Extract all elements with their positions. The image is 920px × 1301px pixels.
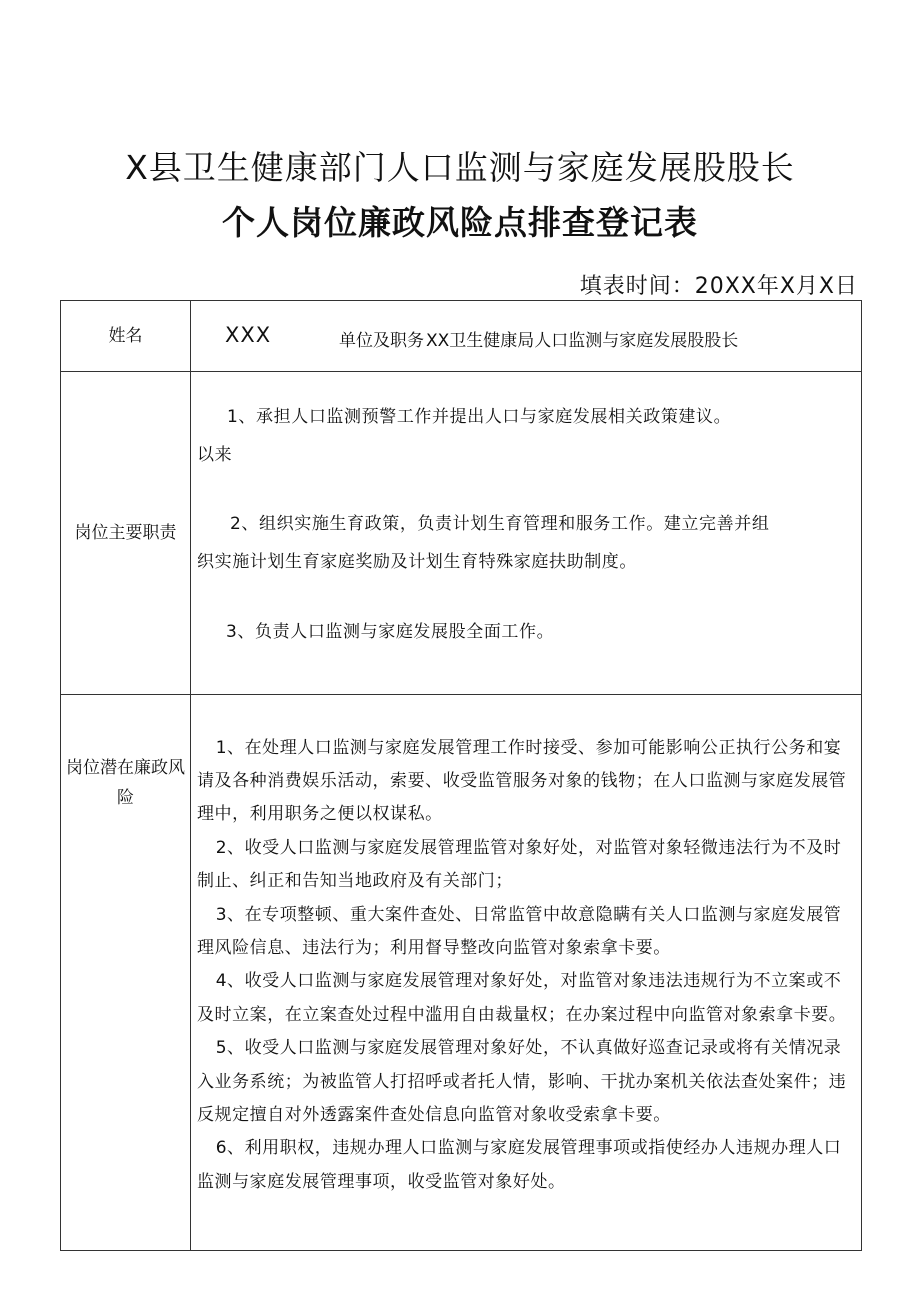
name-unit-cell	[191, 301, 862, 372]
document-title-line1: X县卫生健康部门人口监测与家庭发展股股长	[125, 148, 795, 187]
duty-item: 以来	[197, 445, 233, 465]
unit-position	[339, 326, 738, 351]
risk-item: 3、在专项整顿、重大案件查处、日常监管中故意隐瞒有关人口监测与家庭发展管理风险信息、违法行为；利用督导整改向监管对象索拿卡要。	[197, 904, 842, 958]
duty-cell	[191, 372, 862, 695]
duty-item: 织实施计划生育家庭奖励及计划生育特殊家庭扶助制度。	[197, 552, 637, 572]
risk-label: 岗位潜在廉政风险	[61, 695, 191, 1251]
risk-item: 6、利用职权，违规办理人口监测与家庭发展管理事项或指使经办人违规办理人口监测与家庭发展管理事项，收受监管对象好处。	[197, 1138, 842, 1192]
duty-item: 3、负责人口监测与家庭发展股全面工作。	[226, 622, 555, 642]
duty-item: 1、承担人口监测预警工作并提出人口与家庭发展相关政策建议。	[227, 407, 732, 427]
risk-row	[61, 695, 862, 1251]
duty-label: 岗位主要职责	[61, 372, 191, 695]
name-row	[61, 301, 862, 372]
risk-item: 2、收受人口监测与家庭发展管理监管对象好处，对监管对象轻微违法行为不及时制止、纠正和告知当地政府及有关部门；	[197, 837, 842, 892]
duty-item: 2、组织实施生育政策，负责计划生育管理和服务工作。建立完善并组	[230, 514, 770, 534]
risk-item: 4、收受人口监测与家庭发展管理对象好处，对监管对象违法违规行为不立案或不及时立案，在立案查处过程中滥用自由裁量权；在办案过程中向监管对象索拿卡要。	[197, 971, 847, 1025]
risk-item: 5、收受人口监测与家庭发展管理对象好处，不认真做好巡查记录或将有关情况录入业务系统；为被监管人打招呼或者托人情，影响、干扰办案机关依法查处案件；违反规定擅自对外透露案件查处信息向监管对象收受索拿卡要。	[197, 1038, 847, 1125]
registration-form-table	[60, 300, 862, 1251]
fill-date: 填表时间：20XX年X月X日	[579, 274, 858, 299]
risk-cell	[191, 695, 862, 1251]
document-title-line2: 个人岗位廉政风险点排查登记表	[222, 203, 698, 242]
name-label: 姓名	[61, 301, 191, 372]
name-value: XXX	[225, 323, 272, 347]
duty-row	[61, 372, 862, 695]
unit-value: XX卫生健康局人口监测与家庭发展股股长	[426, 331, 739, 351]
unit-label: 单位及职务	[339, 331, 424, 351]
risk-item: 1、在处理人口监测与家庭发展管理工作时接受、参加可能影响公正执行公务和宴请及各种消费娱乐活动，索要、收受监管服务对象的钱物；在人口监测与家庭发展管理中，利用职务之便以权谋私。	[197, 737, 847, 825]
